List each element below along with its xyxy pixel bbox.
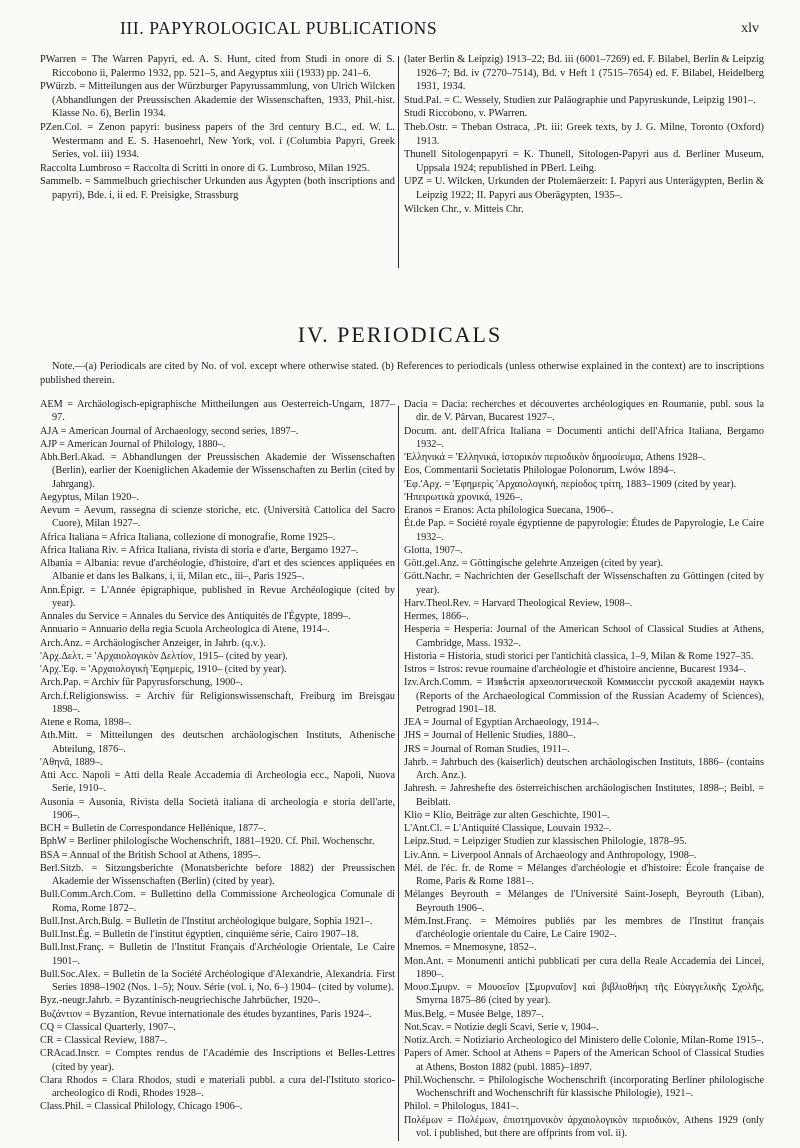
bibliography-entry: Annuario = Annuario della regia Scuola Archeologica di Atene, 1914–. [40, 624, 330, 636]
bibliography-entry: 'Αρχ.Δελτ. = 'Αρχαιολογικὸν Δελτίον, 1915– (cited by year). [40, 650, 288, 662]
bibliography-entry: AEM = Archäologisch-epigraphische Mittheilungen aus Oesterreich-Ungarn, 1877–97. [40, 399, 395, 424]
bibliography-entry: Gött.Nachr. = Nachrichten der Gesellschaft der Wissenschaften zu Göttingen (cited by year). [404, 571, 764, 596]
bibliography-entry: Mém.Inst.Franç. = Mémoires publiés par les membres de l'Institut français d'archéologie orientale du Caire, Le Caire 1902–. [404, 915, 764, 940]
bibliography-entry: Albania = Albania: revue d'archéologie, d'histoire, d'art et des sciences appliquées en Albanie et dans les Balkans, i, ii, Milan etc., iii–, Paris 1925–. [40, 558, 395, 583]
bibliography-entry: Byz.-neugr.Jahrb. = Byzantinisch-neugriechische Jahrbücher, 1920–. [40, 995, 321, 1007]
bibliography-entry: Stud.Pal. = C. Wessely, Studien zur Paläographie und Papyruskunde, Leipzig 1901–. [404, 94, 756, 106]
bibliography-entry: Papers of Amer. School at Athens = Papers of the American School of Classical Studies at Athens, Boston 1882 (publ. 1885)–1897. [404, 1048, 764, 1073]
bibliography-entry: Arch.f.Religionswiss. = Archiv für Religionswissenschaft, Freiburg im Breisgau 1898–. [40, 690, 395, 715]
column-divider [398, 56, 399, 268]
bibliography-entry: Mélanges Beyrouth = Mélanges de l'Université Saint-Joseph, Beyrouth (Liban), Beyrouth 1906–. [404, 889, 764, 914]
bibliography-entry: PZen.Col. = Zenon papyri: business papers of the 3rd century B.C., ed. W. L. Westermann and E. S. Hasenoehrl, New York, vol. i (Columbia Papyri, Greek Series, vol. iii) 1934. [40, 121, 395, 161]
bibliography-entry: CR = Classical Review, 1887–. [40, 1035, 168, 1046]
top-right-column [404, 53, 764, 216]
bibliography-entry: Phil.Wochenschr. = Philologische Wochenschrift (incorporating Berliner philologische Wochenschrift and Wochenschrift für klassische Philologie), 1921–. [404, 1074, 764, 1099]
bibliography-entry: Hermes, 1866–. [404, 611, 469, 622]
bibliography-entry: Gött.gel.Anz. = Göttingische gelehrte Anzeigen (cited by year). [404, 558, 663, 569]
bibliography-entry: Atene e Roma, 1898–. [40, 717, 132, 728]
bibliography-entry: (later Berlin & Leipzig) 1913–22; Bd. iii (6001–7269) ed. F. Bilabel, Berlin & Leipzig 1926–7; Bd. iv (7270–7514), Bd. v Heft 1 (7515–7654) ed. F. Bilabel, Heidelberg 1931, 1934. [404, 54, 764, 93]
bibliography-entry: Μουσ.Σμυρν. = Μουσεῖον [Σμυρναῖον] καὶ βιβλιοθήκη τῆς Εὐαγγελικῆς Σχολῆς, Smyrna 1875–86 (cited by year). [404, 982, 764, 1007]
bibliography-entry: Glotta, 1907–. [404, 544, 463, 556]
bibliography-entry: Studi Riccobono, v. PWarren. [404, 108, 528, 120]
bibliography-entry: Ét.de Pap. = Société royale égyptienne de papyrologie: Études de Papyrologie, Le Caire 1932–. [404, 518, 764, 543]
bibliography-entry: Istros = Istros: revue roumaine d'archéologie et d'histoire ancienne, Bucarest 1934–. [404, 664, 747, 675]
bibliography-entry: Aevum = Aevum, rassegna di scienze storiche, etc. (Università Cattolica del Sacro Cuore), Milan 1927–. [40, 505, 395, 530]
bibliography-entry: Thunell Sitologenpapyri = K. Thunell, Sitologen-Papyri aus d. Berliner Museum, Uppsala 1924; republished in PBerl. Leihg. [404, 149, 764, 174]
bibliography-entry: JRS = Journal of Roman Studies, 1911–. [404, 743, 570, 755]
bibliography-entry: Mus.Belg. = Musée Belge, 1897–. [404, 1008, 544, 1020]
bibliography-entry: Hesperia = Hesperia: Journal of the American School of Classical Studies at Athens, Cambridge, Mass. 1932–. [404, 624, 764, 649]
bottom-right-column [404, 398, 764, 1140]
bibliography-entry: Βυζάντιον = Byzantion, Revue internationale des études byzantines, Paris 1924–. [40, 1008, 372, 1020]
bibliography-entry: Not.Scav. = Notizie degli Scavi, Serie v, 1904–. [404, 1021, 599, 1033]
bibliography-entry: JEA = Journal of Egyptian Archaeology, 1914–. [404, 717, 600, 728]
bibliography-entry: Ausonia = Ausonia, Rivista della Società italiana di archeologia e storia dell'arte, 1906–. [40, 796, 395, 821]
bibliography-entry: Klio = Klio, Beiträge zur alten Geschichte, 1901–. [404, 809, 610, 821]
bibliography-entry: Berl.Sitzb. = Sitzungsberichte (Monatsberichte before 1882) der Preussischen Akademie der Wissenschaften (Berlin) (cited by year). [40, 862, 395, 887]
bibliography-entry: Jahresh. = Jahreshefte des österreichischen archäologischen Institutes, 1898–; Beibl. = Beiblatt. [404, 783, 764, 808]
top-left-column [40, 53, 395, 203]
bibliography-entry: Bull.Inst.Arch.Bulg. = Bulletin de l'Institut archéologique bulgare, Sophia 1921–. [40, 915, 373, 927]
bibliography-entry: Bull.Inst.Ég. = Bulletin de l'institut égyptien, cinquième série, Cairo 1907–18. [40, 929, 359, 940]
bibliography-entry: BSA = Annual of the British School at Athens, 1895–. [40, 849, 261, 861]
bibliography-entry: Ath.Mitt. = Mitteilungen des deutschen archäologischen Instituts, Athenische Abteilung, 1876–. [40, 730, 395, 755]
bibliography-entry: Docum. ant. dell'Africa Italiana = Documenti antichi dell'Africa Italiana, Bergamo 1932–. [404, 425, 764, 450]
bibliography-entry: Harv.Theol.Rev. = Harvard Theological Review, 1908–. [404, 597, 633, 609]
bibliography-entry: Raccolta Lumbroso = Raccolta di Scritti in onore di G. Lumbroso, Milan 1925. [40, 162, 370, 174]
bibliography-entry: Africa Italiana = Africa Italiana, collezione di monografie, Rome 1925–. [40, 531, 336, 543]
bibliography-entry: Sammelb. = Sammelbuch griechischer Urkunden aus Ägypten (both inscriptions and papyri), Bde. i, ii ed. F. Preisigke, Strassburg [40, 176, 395, 201]
bibliography-entry: L'Ant.Cl. = L'Antiquité Classique, Louvain 1932–. [404, 823, 612, 834]
bibliography-entry: JHS = Journal of Hellenic Studies, 1880–. [404, 730, 576, 742]
bibliography-entry: PWürzb. = Mitteilungen aus der Würzburger Papyrussammlung, von Ulrich Wilcken (Abhandlungen der Preussischen Akademie der Wissenschaften, 1933, Phil.-hist. Klasse No. 6), Berlin 1934. [40, 81, 395, 120]
bibliography-entry: Wilcken Chr., v. Mitteis Chr. [404, 203, 524, 215]
bibliography-entry: Aegyptus, Milan 1920–. [40, 491, 140, 503]
bibliography-entry: Arch.Pap. = Archiv für Papyrusforschung, 1900–. [40, 677, 243, 689]
bibliography-entry: Ann.Épigr. = L'Année épigraphique, published in Revue Archéologique (cited by year). [40, 584, 395, 609]
bibliography-entry: Mon.Ant. = Monumenti antichi pubblicati per cura della Reale Accademia dei Lincei, 1890–. [404, 955, 764, 980]
bibliography-entry: Clara Rhodos = Clara Rhodos, studi e materiali pubbl. a cura del-l'Istituto storico-archeologico di Rodi, Rhodes 1928–. [40, 1074, 395, 1099]
bibliography-entry: Izv.Arch.Comm. = Извѣстія археологической Коммиссіи русской академіи наукъ (Reports of the Archaeological Commission of the Russian Academy of Sciences), Petrograd 1901–18. [404, 677, 764, 715]
running-head-title: III. PAPYROLOGICAL PUBLICATIONS [120, 18, 438, 38]
bibliography-entry: CRAcad.Inscr. = Comptes rendus de l'Académie des Inscriptions et Belles-Lettres (cited by year). [40, 1048, 395, 1073]
bibliography-entry: Philol. = Philologus, 1841–. [404, 1101, 519, 1113]
bibliography-entry: Jahrb. = Jahrbuch des (kaiserlich) deutschen archäologischen Instituts, 1886– (contains Arch. Anz.). [404, 756, 764, 781]
bibliography-entry: Atti Acc. Napoli = Atti della Reale Accademia di Archeologia ecc., Napoli, Nuova Serie, 1910–. [40, 770, 395, 795]
bibliography-entry: 'Εφ.'Αρχ. = 'Εφημερὶς 'Αρχαιολογική, περίοδος τρίτη, 1883–1909 (cited by year). [404, 478, 737, 490]
section-note [40, 360, 764, 387]
running-head [0, 18, 800, 44]
bibliography-entry: AJA = American Journal of Archaeology, second series, 1897–. [40, 425, 299, 437]
bibliography-entry: Eranos = Eranos: Acta philologica Suecana, 1906–. [404, 505, 614, 516]
bibliography-entry: Mnemos. = Mnemosyne, 1852–. [404, 942, 537, 954]
bibliography-entry: Bull.Inst.Franç. = Bulletin de l'Institut Français d'Archéologie Orientale, Le Caire 1901–. [40, 942, 395, 967]
bibliography-entry: 'Αρχ.'Εφ. = 'Αρχαιολογικὴ 'Εφημερίς, 1910– (cited by year). [40, 664, 287, 675]
bibliography-entry: Notiz.Arch. = Notiziario Archeologico del Ministero delle Colonie, Milan-Rome 1915–. [404, 1035, 764, 1046]
bottom-left-column [40, 398, 395, 1114]
bibliography-entry: Historia = Historia, studi storici per l'antichità classica, 1–9, Milan & Rome 1927–35. [404, 650, 754, 662]
bibliography-entry: Bull.Comm.Arch.Com. = Bullettino della Commissione Archeologica Comunale di Roma, Rome 1872–. [40, 889, 395, 914]
bibliography-entry: Πολέμων = Πολέμων, ἐπιστημονικὸν ἀρχαιολογικὸν περιοδικόν, Athens 1929 (only vol. i published, but there are offprints from vol. ii). [404, 1114, 764, 1139]
bibliography-entry: 'Αθηνᾶ, 1889–. [40, 756, 103, 768]
column-divider [398, 406, 399, 1141]
section-heading: IV. PERIODICALS [297, 322, 503, 347]
bibliography-entry: CQ = Classical Quarterly, 1907–. [40, 1021, 176, 1033]
bibliography-entry: Eos, Commentarii Societatis Philologae Polonorum, Lwów 1894–. [404, 465, 676, 477]
bibliography-entry: PWarren = The Warren Papyri, ed. A. S. Hunt, cited from Studi in onore di S. Riccobono ii, Palermo 1932, pp. 521–5, and Aegyptus xiii (1933) pp. 241–6. [40, 54, 395, 79]
bibliography-entry: BCH = Bulletin de Correspondance Hellénique, 1877–. [40, 823, 266, 834]
bibliography-entry: Liv.Ann. = Liverpool Annals of Archaeology and Anthropology, 1908–. [404, 849, 697, 861]
bibliography-entry: 'Ηπειρωτικὰ χρονικά, 1926–. [404, 491, 523, 503]
bibliography-entry: Africa Italiana Riv. = Africa Italiana, rivista di storia e d'arte, Bergamo 1927–. [40, 544, 359, 556]
bibliography-entry: Theb.Ostr. = Theban Ostraca, .Pt. iii: Greek texts, by J. G. Milne, Toronto (Oxford) 1913. [404, 121, 764, 147]
bibliography-entry: Abh.Berl.Akad. = Abhandlungen der Preussischen Akademie der Wissenschaften (Berlin), earlier der Koeniglichen Akademie der Wissenschaften zu Berlin (cited by Jahrgang). [40, 452, 395, 490]
bibliography-entry: Arch.Anz. = Archäologischer Anzeiger, in Jahrb. (q.v.). [40, 637, 266, 649]
bibliography-entry: 'Ελληνικά = 'Ελληνικά, ἱστορικὸν περιοδικὸν δημοσίευμα, Athens 1928–. [404, 452, 706, 463]
page-number: xlv [741, 21, 759, 36]
bibliography-entry: Annales du Service = Annales du Service des Antiquités de l'Égypte, 1899–. [40, 611, 351, 622]
bibliography-entry: UPZ = U. Wilcken, Urkunden der Ptolemäerzeit: I. Papyri aus Unterägypten, Berlin & Leipzig 1922; II. Papyri aus Oberägypten, 1935–. [404, 176, 764, 201]
bibliography-entry: Bull.Soc.Alex. = Bulletin de la Société Archéologique d'Alexandrie, Alexandria. First Series 1898–1902 (Nos. 1–5); Nouv. Série (vol. i, No. 6–) 1904– (cited by volume). [40, 968, 395, 993]
bibliography-entry: Leipz.Stud. = Leipziger Studien zur klassischen Philologie, 1878–95. [404, 836, 687, 848]
bibliography-entry: AJP = American Journal of Philology, 1880–. [40, 438, 226, 450]
note-text: Note.—(a) Periodicals are cited by No. of vol. except where otherwise stated. (b) References to periodicals (unless otherwise explained in the context) are to inscriptions published therein. [40, 361, 764, 386]
bibliography-entry: BphW = Berliner philologische Wochenschrift, 1881–1920. Cf. Phil. Wochenschr. [40, 836, 375, 848]
bibliography-entry: Class.Phil. = Classical Philology, Chicago 1906–. [40, 1101, 243, 1113]
bibliography-entry: Mél. de l'éc. fr. de Rome = Mélanges d'archéologie et d'histoire: École française de Rome, Paris & Rome 1881–. [404, 862, 764, 887]
bibliography-entry: Dacia = Dacia: recherches et découvertes archéologiques en Roumanie, publ. sous la dir. de V. Pârvan, Bucarest 1927–. [404, 399, 764, 424]
